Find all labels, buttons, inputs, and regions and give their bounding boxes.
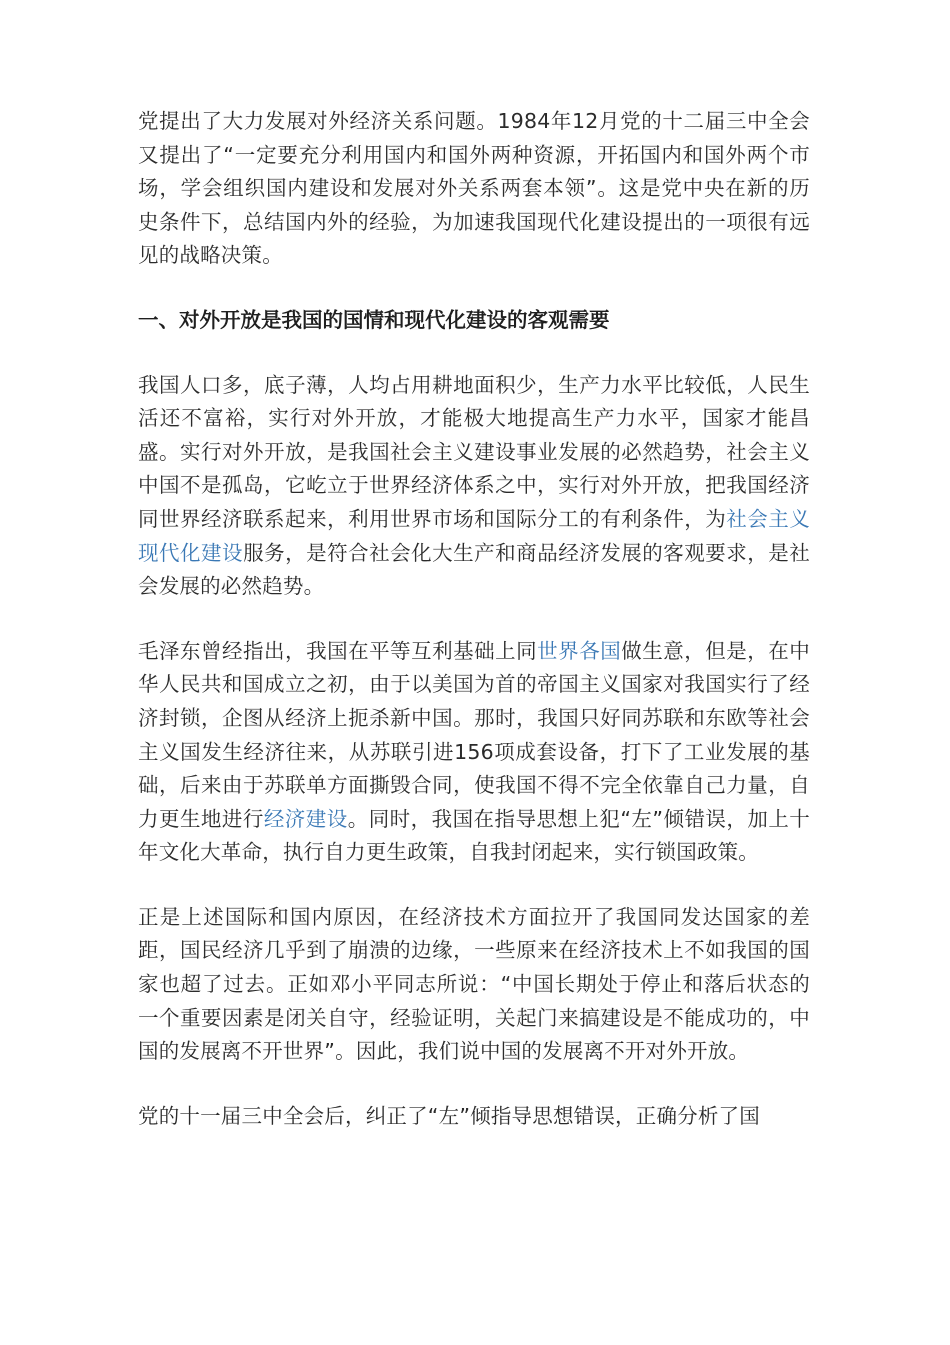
intro-text: 党提出了大力发展对外经济关系问题。1984年12月党的十二届三中全会又提出了“一定要充分利用国内和国外两种资源，开拓国内和国外两个市场，学会组织国内建设和发展对外关系两套本领”。这是党中央在新的历史条件下，总结国内外的经验，为加速我国现代化建设提出的一项很有远见的战略决策。 xyxy=(138,109,810,268)
section-heading: 一、对外开放是我国的国情和现代化建设的客观需要 xyxy=(138,307,610,332)
paragraph-2-text-after: 。同时，我国在指导思想上犯“左”倾错误，加上十年文化大革命，执行自力更生政策，自我封闭起来，实行锁国政策。 xyxy=(138,806,810,865)
paragraph-1-text-after: 服务，是符合社会化大生产和商品经济发展的客观要求，是社会发展的必然趋势。 xyxy=(138,540,811,599)
paragraph-spacer xyxy=(138,273,810,304)
intro-paragraph xyxy=(138,105,810,273)
paragraph-spacer xyxy=(138,338,810,369)
link-world-countries[interactable]: 世界各国 xyxy=(537,638,622,663)
paragraph-spacer xyxy=(138,1069,810,1100)
paragraph-4 xyxy=(138,1100,810,1134)
link-economic-construction[interactable]: 经济建设 xyxy=(263,806,348,831)
article-body xyxy=(138,105,810,1133)
paragraph-4-text: 党的十一届三中全会后，纠正了“左”倾指导思想错误，正确分析了国 xyxy=(138,1103,760,1128)
paragraph-2-text-middle: 做生意，但是，在中华人民共和国成立之初，由于以美国为首的帝国主义国家对我国实行了经济封锁，企图从经济上扼杀新中国。那时，我国只好同苏联和东欧等社会主义国发生经济往来，从苏联引进156项成套设备，打下了工业发展的基础，后来由于苏联单方面撕毁合同，使我国不得不完全依靠自己力量，自力更生地进行 xyxy=(138,638,810,831)
paragraph-2-text-before: 毛泽东曾经指出，我国在平等互利基础上同 xyxy=(138,638,538,663)
link-socialist-modernization[interactable]: 社会主义现代化建设 xyxy=(138,506,810,565)
paragraph-3 xyxy=(138,901,810,1069)
paragraph-2 xyxy=(138,635,810,870)
paragraph-1 xyxy=(138,369,810,604)
paragraph-3-text: 正是上述国际和国内原因，在经济技术方面拉开了我国同发达国家的差距，国民经济几乎到了崩溃的边缘，一些原来在经济技术上不如我国的国家也超了过去。正如邓小平同志所说：“中国长期处于停止和落后状态的一个重要因素是闭关自守，经验证明，关起门来搞建设是不能成功的，中国的发展离不开世界”。因此，我们说中国的发展离不开对外开放。 xyxy=(138,904,810,1064)
paragraph-spacer xyxy=(138,604,810,635)
paragraph-1-text-before: 我国人口多，底子薄，人均占用耕地面积少，生产力水平比较低，人民生活还不富裕，实行对外开放，才能极大地提高生产力水平，国家才能昌盛。实行对外开放，是我国社会主义建设事业发展的必然趋势，社会主义中国不是孤岛，它屹立于世界经济体系之中，实行对外开放，把我国经济同世界经济联系起来，利用世界市场和国际分工的有利条件，为 xyxy=(138,372,810,531)
paragraph-spacer xyxy=(138,870,810,901)
